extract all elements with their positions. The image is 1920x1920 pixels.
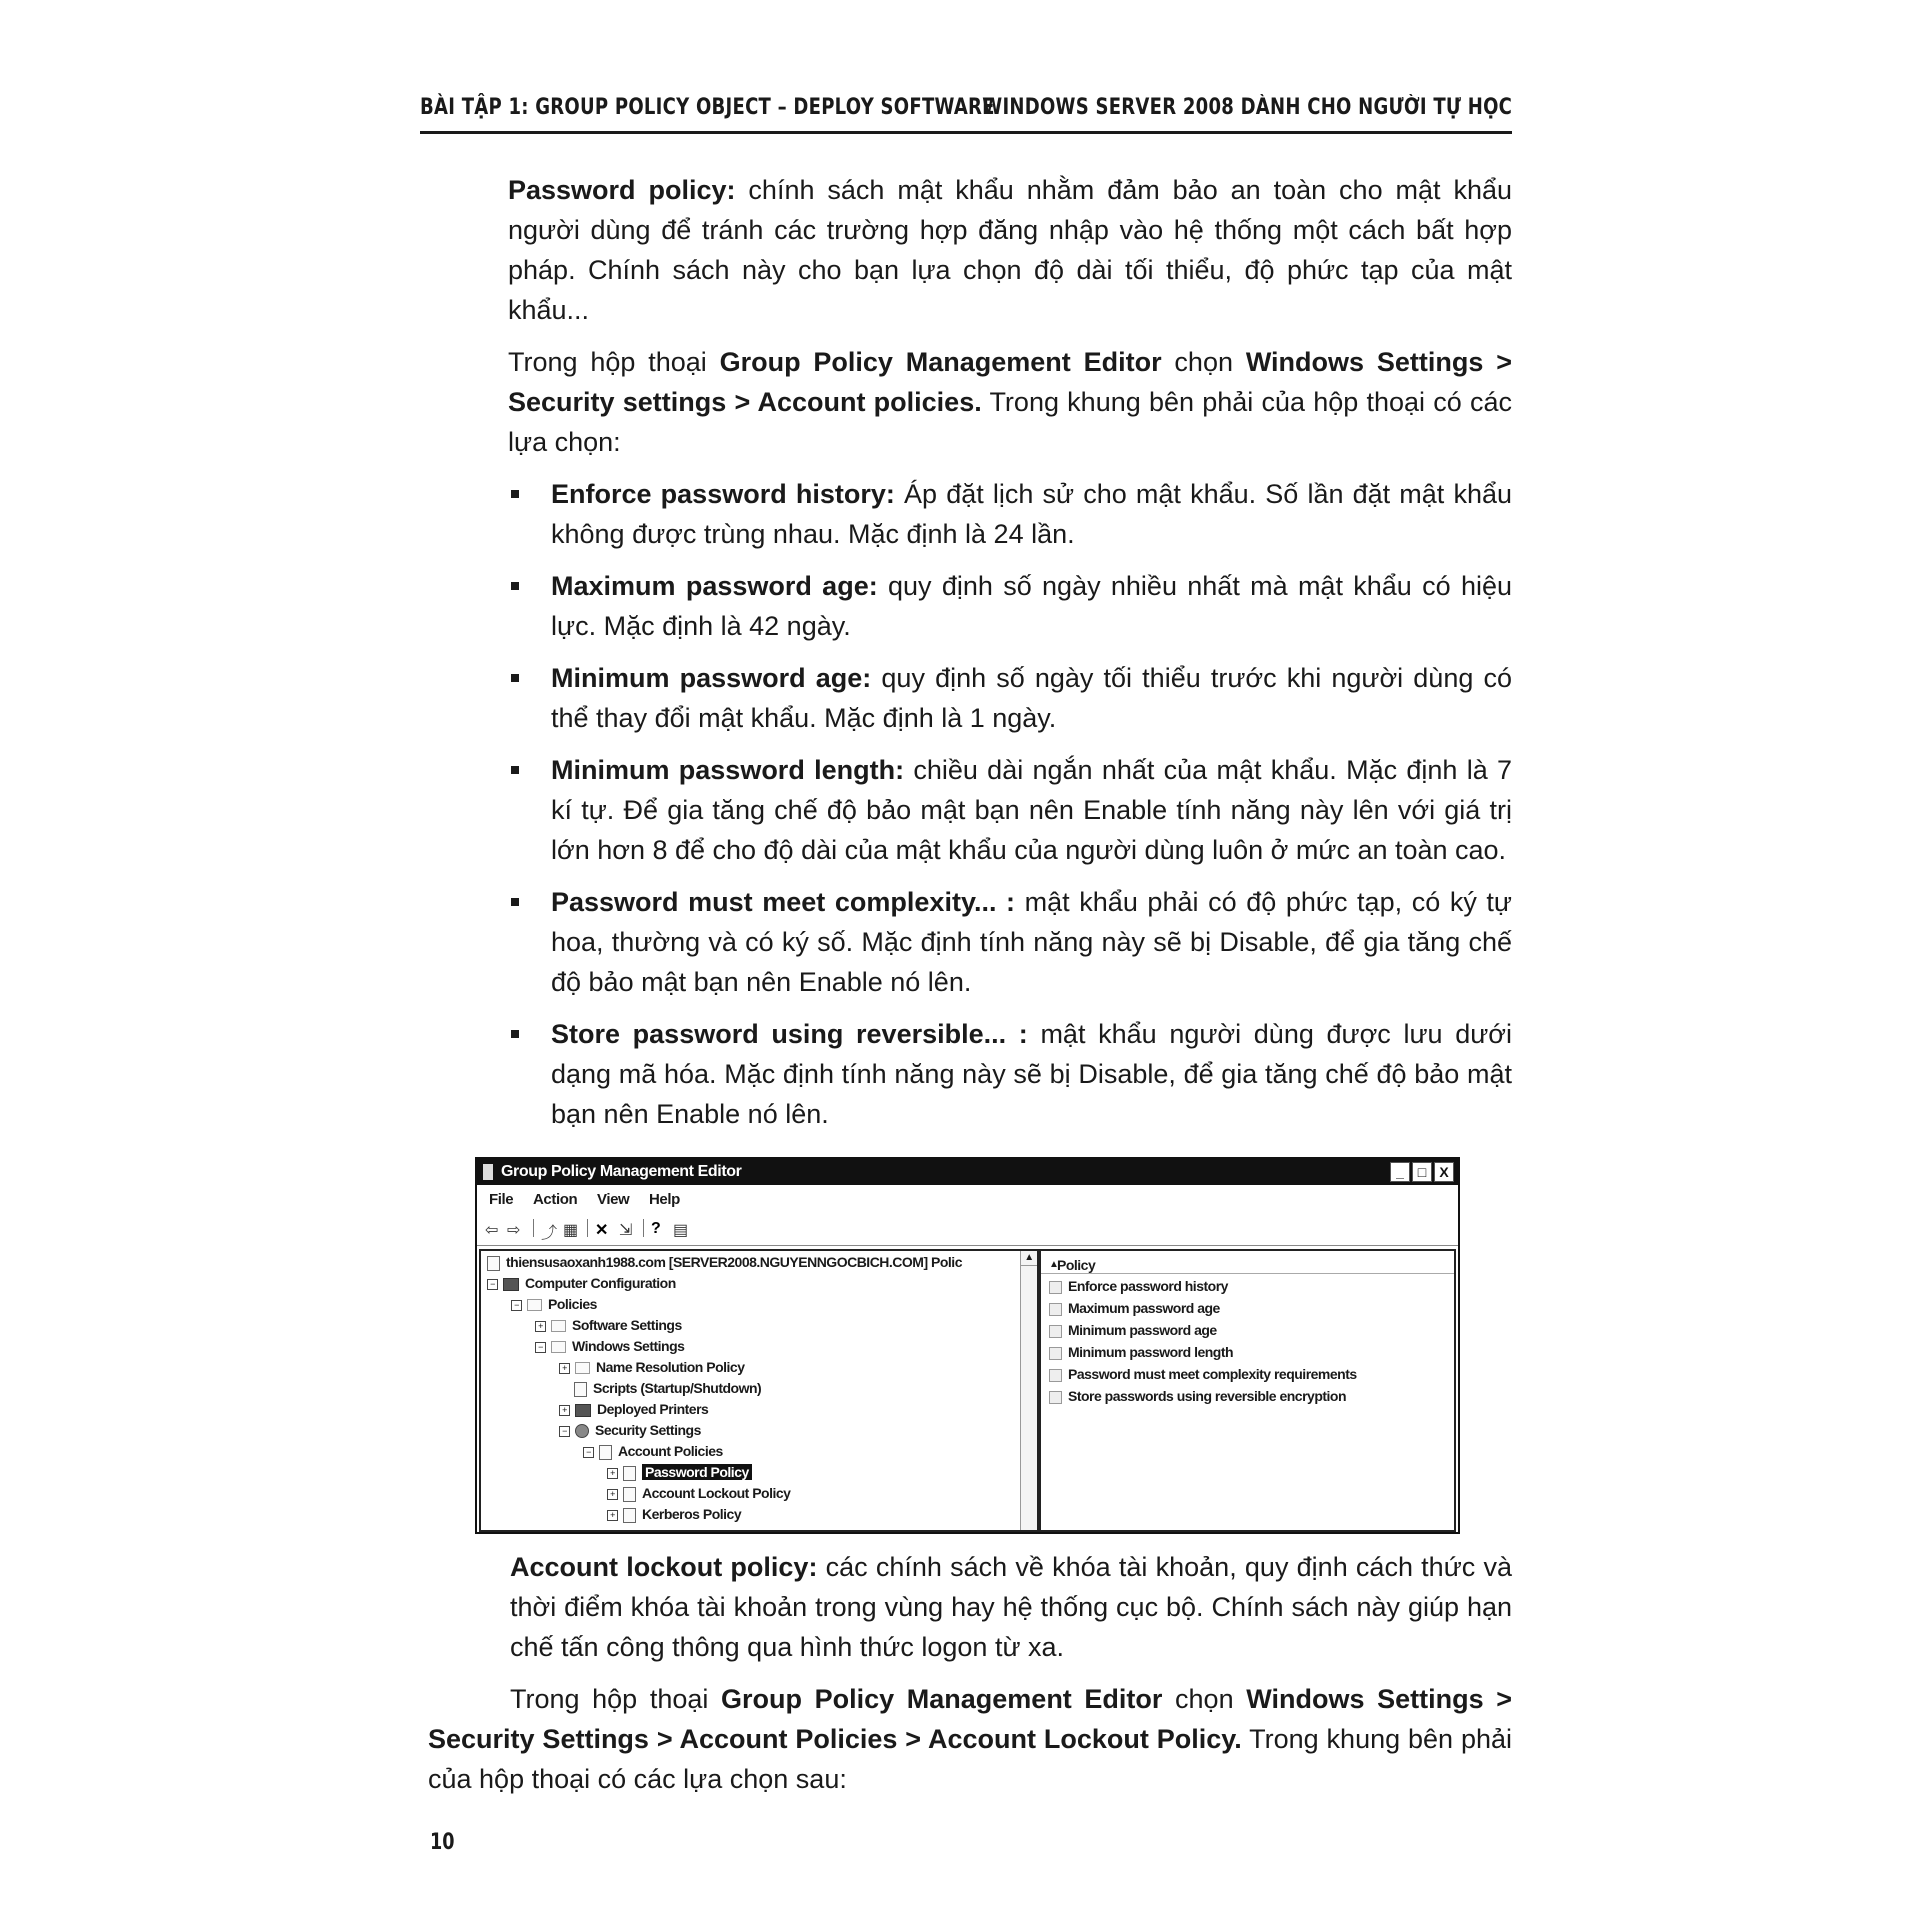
text: chọn xyxy=(1162,1684,1247,1714)
text: Trong khung bên phải của hộp thoại có các lựa chọn sau: xyxy=(428,1724,1512,1794)
tree-label: thiensusaoxanh1988.com [SERVER2008.NGUYENNGOCBICH.COM] Polic xyxy=(506,1254,962,1270)
tree-label: Windows Settings xyxy=(572,1338,685,1354)
text: mật khẩu người dùng được lưu dưới dạng mã hóa. Mặc định tính năng này sẽ bị Disable, để gia tăng chế độ bảo mật bạn nên Enable nó lên. xyxy=(551,1019,1513,1129)
tree-root[interactable] xyxy=(487,1252,962,1273)
policy-icon xyxy=(623,1487,636,1502)
app-icon xyxy=(483,1164,493,1180)
text: mật khẩu phải có độ phức tạp, có ký tự hoa, thường và có ký số. Mặc định tính năng này sẽ bị Disable, để gia tăng chế độ bảo mật bạn nên Enable nó lên. xyxy=(551,887,1513,997)
column-header-policy[interactable] xyxy=(1041,1251,1454,1274)
toolbar-separator xyxy=(643,1219,644,1237)
folder-icon xyxy=(551,1320,566,1332)
details-pane xyxy=(1039,1249,1456,1532)
show-tree-icon[interactable]: ▦ xyxy=(563,1222,579,1239)
page-header xyxy=(420,95,1512,134)
policy-row[interactable] xyxy=(1049,1341,1233,1363)
text: chiều dài ngắn nhất của mật khẩu. Mặc định là 7 kí tự. Để gia tăng chế độ bảo mật bạn nên Enable tính năng này lên với giá trị lớn hơn 8 để cho độ dài của mật khẩu của người dùng luôn ở mức an toàn cao. xyxy=(551,755,1513,865)
list-item xyxy=(508,750,1512,870)
expand-icon[interactable]: + xyxy=(607,1468,618,1479)
policy-row[interactable] xyxy=(1049,1385,1346,1407)
menu-bar xyxy=(477,1185,1458,1213)
text: quy định số ngày tối thiểu trước khi người dùng có thể thay đổi mật khẩu. Mặc định là 1 ngày. xyxy=(551,663,1512,733)
toolbar xyxy=(477,1213,1458,1246)
folder-icon xyxy=(527,1299,542,1311)
tree-label: Account Lockout Policy xyxy=(642,1485,791,1501)
tree-item-windows-settings[interactable] xyxy=(535,1336,684,1357)
policy-row[interactable] xyxy=(1049,1319,1217,1341)
instruction-paragraph xyxy=(508,342,1512,462)
up-folder-icon[interactable]: ⤴ xyxy=(541,1225,558,1242)
script-icon xyxy=(574,1382,587,1397)
column-header-label: Policy xyxy=(1057,1257,1096,1273)
tree-item-scripts[interactable] xyxy=(574,1378,761,1399)
delete-icon[interactable]: ✕ xyxy=(595,1222,609,1239)
policy-setting-icon xyxy=(1049,1347,1062,1360)
menu-file[interactable]: File xyxy=(489,1191,514,1208)
list-item xyxy=(508,566,1512,646)
bottom-text xyxy=(428,1547,1512,1811)
tree-item-security-settings[interactable] xyxy=(559,1420,701,1441)
policy-name: Maximum password age xyxy=(1068,1300,1220,1316)
policy-list xyxy=(508,474,1512,1134)
tree-item-name-resolution-policy[interactable] xyxy=(559,1357,744,1378)
policy-object-icon xyxy=(487,1256,500,1271)
text: chọn xyxy=(1161,347,1246,377)
tree-label: Scripts (Startup/Shutdown) xyxy=(593,1380,762,1396)
term: Minimum password length: xyxy=(551,755,905,785)
close-button[interactable]: X xyxy=(1434,1162,1454,1182)
toolbar-separator xyxy=(587,1219,588,1237)
folder-icon xyxy=(575,1362,590,1374)
list-item xyxy=(508,474,1512,554)
expand-icon[interactable]: + xyxy=(559,1363,570,1374)
scroll-up-icon[interactable]: ▲ xyxy=(1021,1251,1037,1266)
menu-help[interactable]: Help xyxy=(649,1191,680,1208)
running-head-right: WINDOWS SERVER 2008 DÀNH CHO NGƯỜI TỰ HỌC xyxy=(982,95,1512,120)
dialog-name: Group Policy Management Editor xyxy=(721,1684,1163,1714)
text: quy định số ngày nhiều nhất mà mật khẩu có hiệu lực. Mặc định là 42 ngày. xyxy=(551,571,1512,641)
gpm-editor-screenshot xyxy=(475,1157,1460,1534)
vertical-scrollbar[interactable] xyxy=(1020,1251,1037,1530)
toolbar-separator xyxy=(533,1219,534,1237)
policy-icon xyxy=(623,1508,636,1523)
term: Account lockout policy: xyxy=(510,1552,818,1582)
tree-label: Deployed Printers xyxy=(597,1401,709,1417)
text: Trong khung bên phải của hộp thoại có các lựa chọn: xyxy=(508,387,1512,457)
policy-setting-icon xyxy=(1049,1281,1062,1294)
policy-name: Store passwords using reversible encryption xyxy=(1068,1388,1347,1404)
expand-icon[interactable]: + xyxy=(607,1489,618,1500)
term: Minimum password age: xyxy=(551,663,872,693)
tree-label-selected: Password Policy xyxy=(642,1464,752,1480)
policy-row[interactable] xyxy=(1049,1297,1220,1319)
term: Store password using reversible... : xyxy=(551,1019,1028,1049)
computer-icon xyxy=(503,1278,519,1291)
lockout-paragraph xyxy=(428,1547,1512,1667)
list-item xyxy=(508,658,1512,738)
instruction-paragraph-2 xyxy=(428,1679,1512,1799)
term: Enforce password history: xyxy=(551,479,895,509)
title-bar xyxy=(477,1159,1458,1185)
tree-label: Software Settings xyxy=(572,1317,682,1333)
password-policy-paragraph xyxy=(508,170,1512,330)
folder-icon xyxy=(551,1341,566,1353)
policy-name: Enforce password history xyxy=(1068,1278,1228,1294)
tree-pane xyxy=(479,1249,1039,1532)
term: Password policy: xyxy=(508,175,736,205)
tree-item-account-lockout-policy[interactable] xyxy=(607,1483,790,1504)
list-item xyxy=(508,882,1512,1002)
expand-icon[interactable]: + xyxy=(607,1510,618,1521)
path: Windows Settings > Security settings > Account policies. xyxy=(508,347,1512,417)
properties-icon[interactable]: ▤ xyxy=(673,1222,689,1239)
policy-name: Password must meet complexity requirements xyxy=(1068,1366,1357,1382)
text: các chính sách về khóa tài khoản, quy định cách thức và thời điểm khóa tài khoản trong vùng hay hệ thống cục bộ. Chính sách này giúp hạn chế tấn công thông qua hình thức logon từ xa. xyxy=(510,1552,1512,1662)
menu-view[interactable]: View xyxy=(597,1191,630,1208)
security-icon xyxy=(575,1424,589,1438)
tree-label: Name Resolution Policy xyxy=(596,1359,745,1375)
tree-item-kerberos-policy[interactable] xyxy=(607,1504,741,1525)
forward-arrow-icon[interactable]: ⇨ xyxy=(507,1222,521,1239)
dialog-name: Group Policy Management Editor xyxy=(719,347,1162,377)
term: Maximum password age: xyxy=(551,571,878,601)
tree-item-deployed-printers[interactable] xyxy=(559,1399,708,1420)
sort-ascending-icon: ▲ xyxy=(1049,1259,1059,1270)
collapse-icon[interactable]: − xyxy=(511,1300,522,1311)
tree-label: Computer Configuration xyxy=(525,1275,676,1291)
collapse-icon[interactable]: − xyxy=(487,1279,498,1290)
main-content xyxy=(508,170,1512,1146)
policy-row[interactable] xyxy=(1049,1275,1228,1297)
text: Trong hộp thoại xyxy=(510,1684,721,1714)
text: Trong hộp thoại xyxy=(508,347,720,377)
page-number: 10 xyxy=(430,1830,455,1855)
maximize-button[interactable]: □ xyxy=(1412,1162,1432,1182)
policy-setting-icon xyxy=(1049,1303,1062,1316)
policy-icon xyxy=(599,1445,612,1460)
text: chính sách mật khẩu nhằm đảm bảo an toàn cho mật khẩu người dùng để tránh các trường hợp đăng nhập vào hệ thống một cách bất hợp pháp. Chính sách này cho bạn lựa chọn độ dài tối thiểu, độ phức tạp của mật khẩu... xyxy=(508,175,1512,325)
policy-icon xyxy=(623,1466,636,1481)
policy-row[interactable] xyxy=(1049,1363,1357,1385)
back-arrow-icon[interactable]: ⇦ xyxy=(485,1222,499,1239)
expand-icon[interactable]: + xyxy=(559,1405,570,1416)
policy-name: Minimum password age xyxy=(1068,1322,1217,1338)
term: Password must meet complexity... : xyxy=(551,887,1016,917)
collapse-icon[interactable]: − xyxy=(559,1426,570,1437)
tree-label: Kerberos Policy xyxy=(642,1506,742,1522)
tree-label: Policies xyxy=(548,1296,597,1312)
help-icon[interactable]: ? xyxy=(651,1220,661,1237)
tree-label: Account Policies xyxy=(618,1443,723,1459)
tree-item-software-settings[interactable] xyxy=(535,1315,682,1336)
tree-item-account-policies[interactable] xyxy=(583,1441,723,1462)
tree-label: Security Settings xyxy=(595,1422,701,1438)
policy-setting-icon xyxy=(1049,1325,1062,1338)
menu-action[interactable]: Action xyxy=(533,1191,578,1208)
collapse-icon[interactable]: − xyxy=(583,1447,594,1458)
expand-icon[interactable]: + xyxy=(535,1321,546,1332)
export-list-icon[interactable]: ⇲ xyxy=(619,1222,633,1239)
window-title: Group Policy Management Editor xyxy=(501,1163,742,1180)
window-controls xyxy=(1390,1162,1454,1182)
policy-setting-icon xyxy=(1049,1391,1062,1404)
policy-setting-icon xyxy=(1049,1369,1062,1382)
printer-icon xyxy=(575,1404,591,1417)
tree-item-computer-configuration[interactable] xyxy=(487,1273,676,1294)
minimize-button[interactable]: _ xyxy=(1390,1162,1410,1182)
running-head-left: BÀI TẬP 1: GROUP POLICY OBJECT – DEPLOY SOFTWARE xyxy=(420,95,995,120)
policy-name: Minimum password length xyxy=(1068,1344,1234,1360)
path: Windows Settings > Security Settings > Account Policies > Account Lockout Policy. xyxy=(428,1684,1512,1754)
tree-item-policies[interactable] xyxy=(511,1294,597,1315)
collapse-icon[interactable]: − xyxy=(535,1342,546,1353)
list-item xyxy=(508,1014,1512,1134)
tree-item-password-policy[interactable] xyxy=(607,1462,752,1483)
text: Áp đặt lịch sử cho mật khẩu. Số lần đặt mật khẩu không được trùng nhau. Mặc định là 24 lần. xyxy=(551,479,1513,549)
